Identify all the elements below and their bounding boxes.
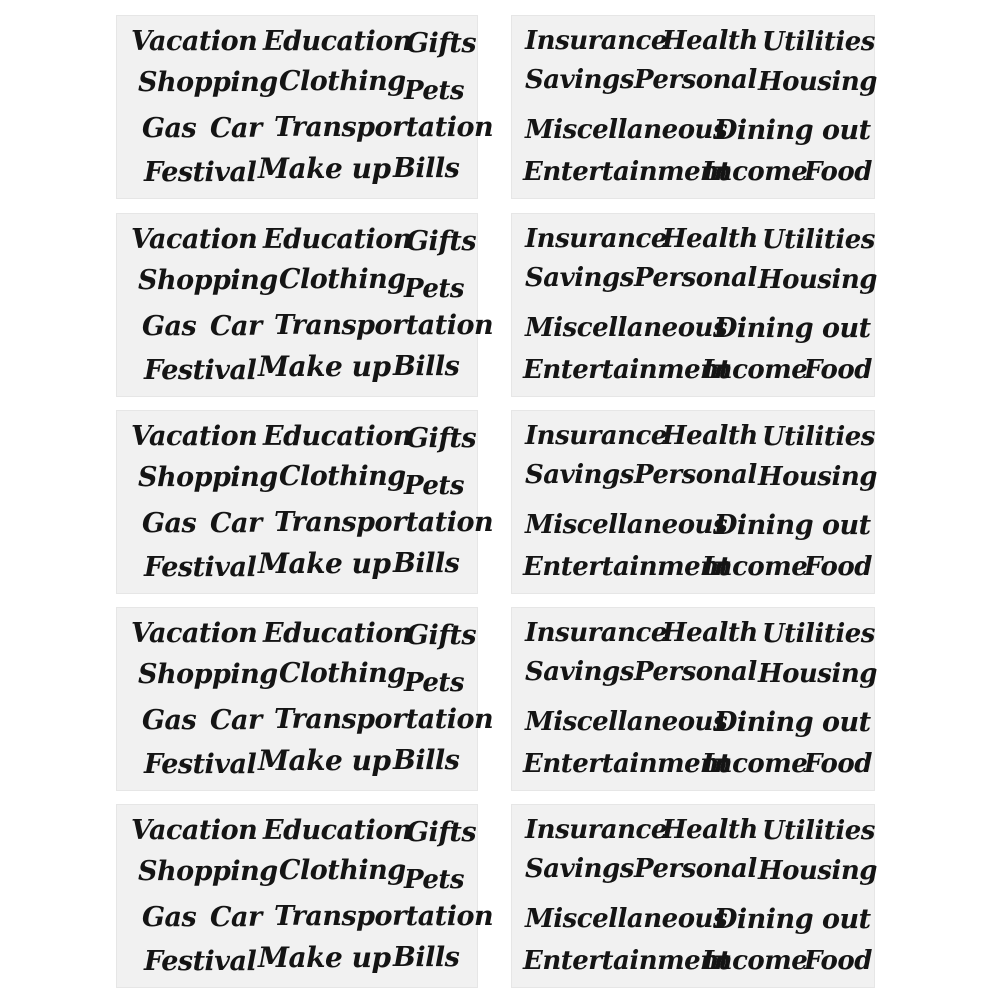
label-personal: Personal (634, 263, 757, 293)
label-festival: Festival (144, 157, 257, 188)
label-make-up: Make up (258, 941, 391, 974)
label-dining-out: Dining out (714, 510, 871, 541)
label-income: Income (702, 552, 808, 582)
label-education: Education (263, 26, 412, 57)
label-pets: Pets (404, 471, 465, 501)
label-miscellaneous: Miscellaneous (525, 115, 728, 145)
label-utilities: Utilities (762, 27, 875, 57)
label-gas: Gas (142, 311, 197, 342)
label-food: Food (804, 946, 872, 976)
label-personal: Personal (634, 854, 757, 884)
label-bills: Bills (393, 351, 460, 382)
label-festival: Festival (144, 355, 257, 386)
right-sticker-5 (511, 804, 875, 988)
label-shopping: Shopping (138, 462, 278, 493)
label-food: Food (804, 749, 872, 779)
label-transportation: Transportation (274, 310, 494, 341)
label-savings: Savings (525, 65, 634, 95)
label-health: Health (662, 224, 758, 254)
label-gas: Gas (142, 902, 197, 933)
label-clothing: Clothing (279, 461, 406, 492)
label-personal: Personal (634, 460, 757, 490)
label-utilities: Utilities (762, 422, 875, 452)
label-clothing: Clothing (279, 66, 406, 97)
label-personal: Personal (634, 657, 757, 687)
label-utilities: Utilities (762, 225, 875, 255)
label-food: Food (804, 552, 872, 582)
label-clothing: Clothing (279, 658, 406, 689)
label-miscellaneous: Miscellaneous (525, 313, 728, 343)
label-clothing: Clothing (279, 264, 406, 295)
label-insurance: Insurance (525, 815, 667, 845)
label-shopping: Shopping (138, 67, 278, 98)
label-dining-out: Dining out (714, 115, 871, 146)
label-vacation: Vacation (131, 26, 258, 57)
label-entertainment: Entertainment (523, 552, 731, 582)
label-car: Car (210, 113, 262, 144)
label-insurance: Insurance (525, 26, 667, 56)
label-housing: Housing (758, 856, 877, 886)
label-bills: Bills (393, 153, 460, 184)
label-bills: Bills (393, 745, 460, 776)
right-sticker-2 (511, 213, 875, 397)
label-health: Health (662, 618, 758, 648)
label-shopping: Shopping (138, 856, 278, 887)
label-clothing: Clothing (279, 855, 406, 886)
label-education: Education (263, 421, 412, 452)
label-health: Health (662, 815, 758, 845)
label-entertainment: Entertainment (523, 946, 731, 976)
right-sticker-3 (511, 410, 875, 594)
label-vacation: Vacation (131, 224, 258, 255)
label-transportation: Transportation (274, 704, 494, 735)
left-sticker-4 (116, 607, 494, 791)
left-sticker-5 (116, 804, 494, 988)
left-sticker-2 (116, 213, 494, 397)
label-pets: Pets (404, 76, 465, 106)
label-insurance: Insurance (525, 618, 667, 648)
label-transportation: Transportation (274, 112, 494, 143)
label-utilities: Utilities (762, 816, 875, 846)
label-savings: Savings (525, 657, 634, 687)
label-gas: Gas (142, 705, 197, 736)
label-education: Education (263, 224, 412, 255)
label-transportation: Transportation (274, 507, 494, 538)
label-housing: Housing (758, 67, 877, 97)
label-make-up: Make up (258, 547, 391, 580)
label-bills: Bills (393, 548, 460, 579)
label-car: Car (210, 705, 262, 736)
label-gas: Gas (142, 508, 197, 539)
label-insurance: Insurance (525, 224, 667, 254)
label-gifts: Gifts (406, 817, 477, 848)
label-income: Income (702, 355, 808, 385)
left-sticker-1 (116, 15, 494, 199)
label-dining-out: Dining out (714, 313, 871, 344)
label-festival: Festival (144, 552, 257, 583)
label-gifts: Gifts (406, 28, 477, 59)
label-car: Car (210, 508, 262, 539)
label-personal: Personal (634, 65, 757, 95)
label-income: Income (702, 749, 808, 779)
label-dining-out: Dining out (714, 707, 871, 738)
label-health: Health (662, 26, 758, 56)
label-pets: Pets (404, 668, 465, 698)
label-pets: Pets (404, 274, 465, 304)
label-entertainment: Entertainment (523, 157, 731, 187)
right-sticker-4 (511, 607, 875, 791)
right-sticker-1 (511, 15, 875, 199)
label-insurance: Insurance (525, 421, 667, 451)
label-housing: Housing (758, 659, 877, 689)
label-car: Car (210, 902, 262, 933)
label-miscellaneous: Miscellaneous (525, 904, 728, 934)
label-make-up: Make up (258, 350, 391, 383)
label-health: Health (662, 421, 758, 451)
label-miscellaneous: Miscellaneous (525, 707, 728, 737)
label-gifts: Gifts (406, 620, 477, 651)
label-utilities: Utilities (762, 619, 875, 649)
label-income: Income (702, 946, 808, 976)
label-transportation: Transportation (274, 901, 494, 932)
label-savings: Savings (525, 460, 634, 490)
label-gifts: Gifts (406, 226, 477, 257)
label-make-up: Make up (258, 744, 391, 777)
label-vacation: Vacation (131, 618, 258, 649)
label-dining-out: Dining out (714, 904, 871, 935)
label-festival: Festival (144, 749, 257, 780)
label-housing: Housing (758, 265, 877, 295)
label-entertainment: Entertainment (523, 355, 731, 385)
label-education: Education (263, 618, 412, 649)
label-shopping: Shopping (138, 659, 278, 690)
label-shopping: Shopping (138, 265, 278, 296)
label-savings: Savings (525, 263, 634, 293)
label-bills: Bills (393, 942, 460, 973)
label-gifts: Gifts (406, 423, 477, 454)
label-pets: Pets (404, 865, 465, 895)
label-car: Car (210, 311, 262, 342)
label-make-up: Make up (258, 152, 391, 185)
label-housing: Housing (758, 462, 877, 492)
label-income: Income (702, 157, 808, 187)
label-savings: Savings (525, 854, 634, 884)
label-food: Food (804, 157, 872, 187)
label-gas: Gas (142, 113, 197, 144)
label-miscellaneous: Miscellaneous (525, 510, 728, 540)
label-education: Education (263, 815, 412, 846)
label-food: Food (804, 355, 872, 385)
label-entertainment: Entertainment (523, 749, 731, 779)
label-festival: Festival (144, 946, 257, 977)
label-vacation: Vacation (131, 815, 258, 846)
left-sticker-3 (116, 410, 494, 594)
label-vacation: Vacation (131, 421, 258, 452)
